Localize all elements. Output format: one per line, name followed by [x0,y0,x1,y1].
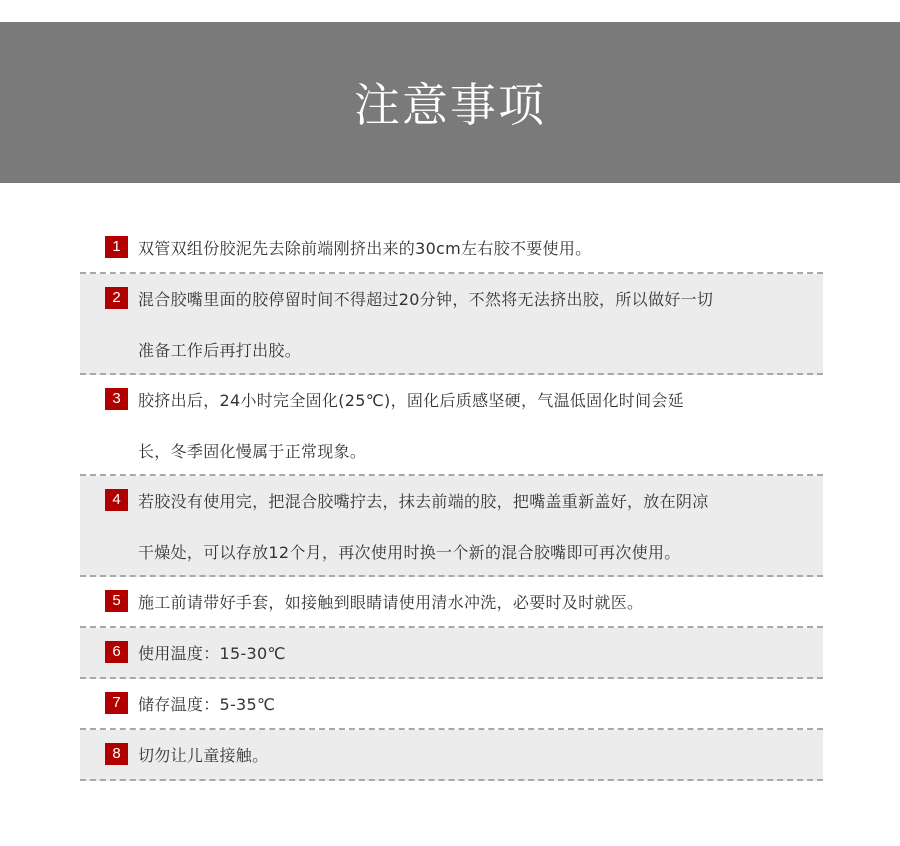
note-line: 长，冬季固化慢属于正常现象。 [138,442,367,461]
note-line: 胶挤出后，24小时完全固化(25℃)，固化后质感坚硬，气温低固化时间会延 [138,391,684,410]
note-text [138,628,803,679]
note-text [138,274,803,376]
number-badge: 6 [105,641,128,663]
page-title: 注意事项 [354,77,546,132]
notes-list [80,223,823,781]
number-badge: 1 [105,236,128,258]
note-item-5 [80,577,823,628]
number-badge: 5 [105,590,128,612]
number-badge: 3 [105,388,128,410]
note-line: 储存温度：5-35℃ [138,695,276,714]
number-badge: 7 [105,692,128,714]
note-line: 切勿让儿童接触。 [138,746,269,765]
note-text [138,476,803,578]
number-badge: 4 [105,489,128,511]
note-line: 双管双组份胶泥先去除前端刚挤出来的30cm左右胶不要使用。 [138,239,592,258]
note-text [138,679,803,730]
note-line: 准备工作后再打出胶。 [138,341,302,360]
note-item-7 [80,679,823,730]
number-badge: 8 [105,743,128,765]
note-text [138,375,803,477]
header-banner [0,22,900,183]
note-text [138,577,803,628]
note-line: 混合胶嘴里面的胶停留时间不得超过20分钟，不然将无法挤出胶，所以做好一切 [138,290,714,309]
note-item-2 [80,274,823,375]
note-item-8 [80,730,823,781]
note-line: 使用温度：15-30℃ [138,644,286,663]
number-badge: 2 [105,287,128,309]
note-item-1 [80,223,823,274]
note-text [138,730,803,781]
note-line: 干燥处，可以存放12个月，再次使用时换一个新的混合胶嘴即可再次使用。 [138,543,681,562]
note-line: 若胶没有使用完，把混合胶嘴拧去，抹去前端的胶，把嘴盖重新盖好，放在阴凉 [138,492,709,511]
note-item-4 [80,476,823,577]
note-item-6 [80,628,823,679]
note-line: 施工前请带好手套，如接触到眼睛请使用清水冲洗，必要时及时就医。 [138,593,644,612]
note-text [138,223,803,274]
note-item-3 [80,375,823,476]
